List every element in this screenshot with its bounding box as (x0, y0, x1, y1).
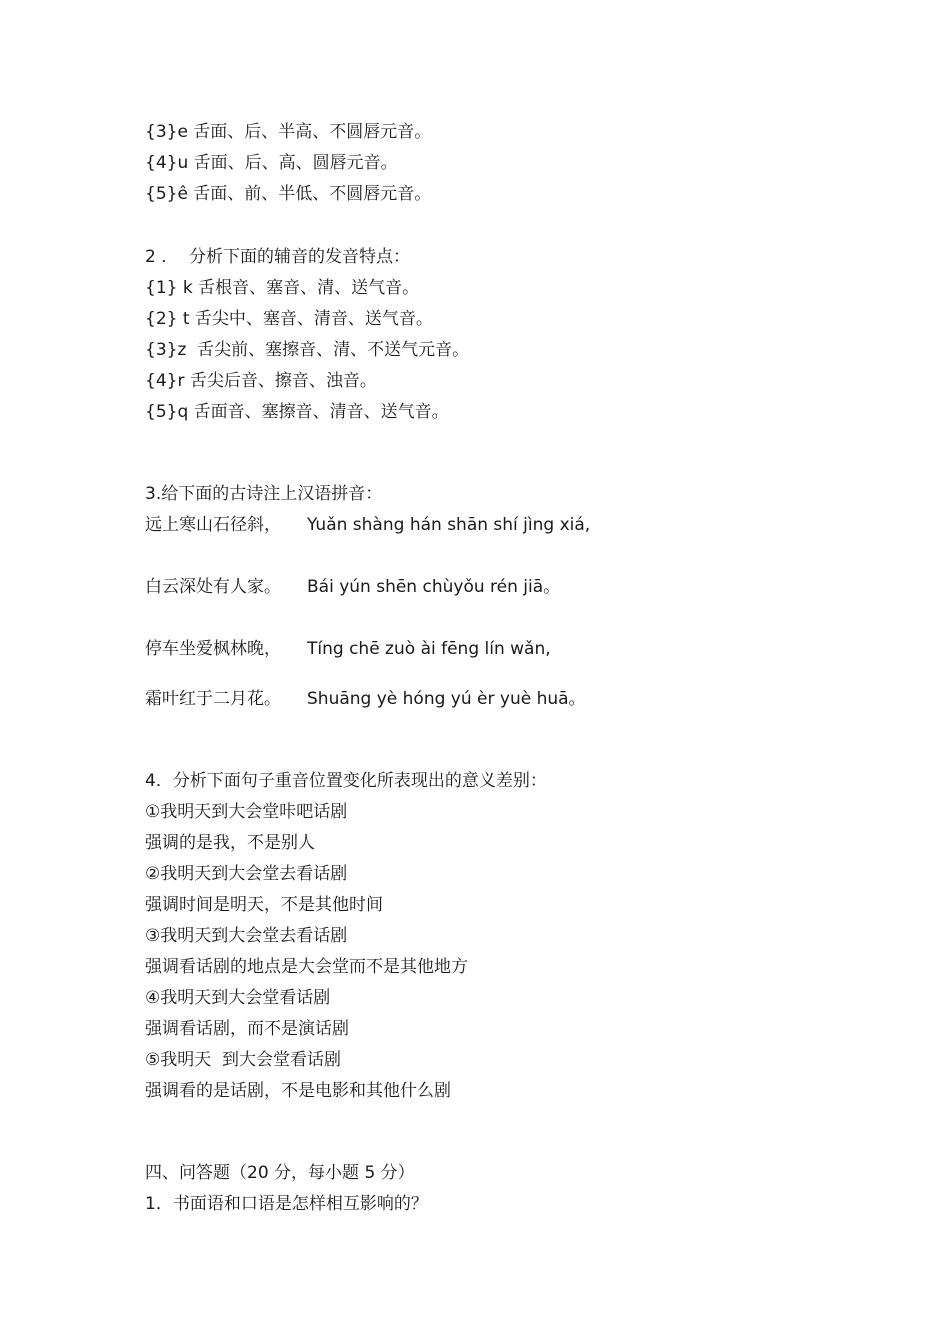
stress-explanation: 强调看话剧的地点是大会堂而不是其他地方 (145, 957, 468, 977)
consonant-item-1: {1} k 舌根音、塞音、清、送气音。 (145, 278, 420, 298)
consonant-item-2: {2} t 舌尖中、塞音、清音、送气音。 (145, 309, 433, 329)
stress-item: ①我明天到大会堂咔吧话剧 (145, 802, 348, 822)
vowel-item-4: {4}u 舌面、后、高、圆唇元音。 (145, 153, 398, 173)
section-4-question-1: 1．书面语和口语是怎样相互影响的？ (145, 1194, 428, 1214)
poem-line-1-pinyin: Yuǎn shàng hán shān shí jìng xiá, (307, 515, 591, 535)
poem-line-3-chinese: 停车坐爱枫林晚， (145, 639, 281, 659)
stress-item: ⑤我明天 到大会堂看话剧 (145, 1050, 342, 1070)
stress-item: ②我明天到大会堂去看话剧 (145, 864, 348, 884)
vowel-item-3: {3}e 舌面、后、半高、不圆唇元音。 (145, 122, 432, 142)
poem-line-3-pinyin: Tíng chē zuò ài fēng lín wǎn, (307, 639, 551, 659)
question-4-heading: 4．分析下面句子重音位置变化所表现出的意义差别： (145, 771, 547, 791)
poem-line-4-pinyin: Shuāng yè hóng yú èr yuè huā。 (307, 689, 586, 709)
stress-explanation: 强调的是我，不是别人 (145, 833, 315, 853)
stress-item: ③我明天到大会堂去看话剧 (145, 926, 348, 946)
stress-item: ④我明天到大会堂看话剧 (145, 988, 331, 1008)
poem-line-2-pinyin: Bái yún shēn chùyǒu rén jiā。 (307, 577, 561, 597)
vowel-item-5: {5}ê 舌面、前、半低、不圆唇元音。 (145, 184, 432, 204)
poem-line-2-chinese: 白云深处有人家。 (145, 577, 281, 597)
consonant-item-4: {4}r 舌尖后音、擦音、浊音。 (145, 371, 377, 391)
consonant-item-3: {3}z 舌尖前、塞擦音、清、不送气元音。 (145, 340, 470, 360)
consonant-item-5: {5}q 舌面音、塞擦音、清音、送气音。 (145, 402, 449, 422)
poem-line-1-chinese: 远上寒山石径斜， (145, 515, 281, 535)
stress-explanation: 强调看的是话剧，不是电影和其他什么剧 (145, 1081, 451, 1101)
poem-line-4-chinese: 霜叶红于二月花。 (145, 689, 281, 709)
stress-explanation: 强调看话剧，而不是演话剧 (145, 1019, 349, 1039)
question-2-heading: 2 ． 分析下面的辅音的发音特点： (145, 247, 411, 267)
stress-explanation: 强调时间是明天，不是其他时间 (145, 895, 383, 915)
question-3-heading: 3.给下面的古诗注上汉语拼音： (145, 484, 383, 504)
section-4-heading: 四、问答题（20 分，每小题 5 分） (145, 1163, 415, 1183)
